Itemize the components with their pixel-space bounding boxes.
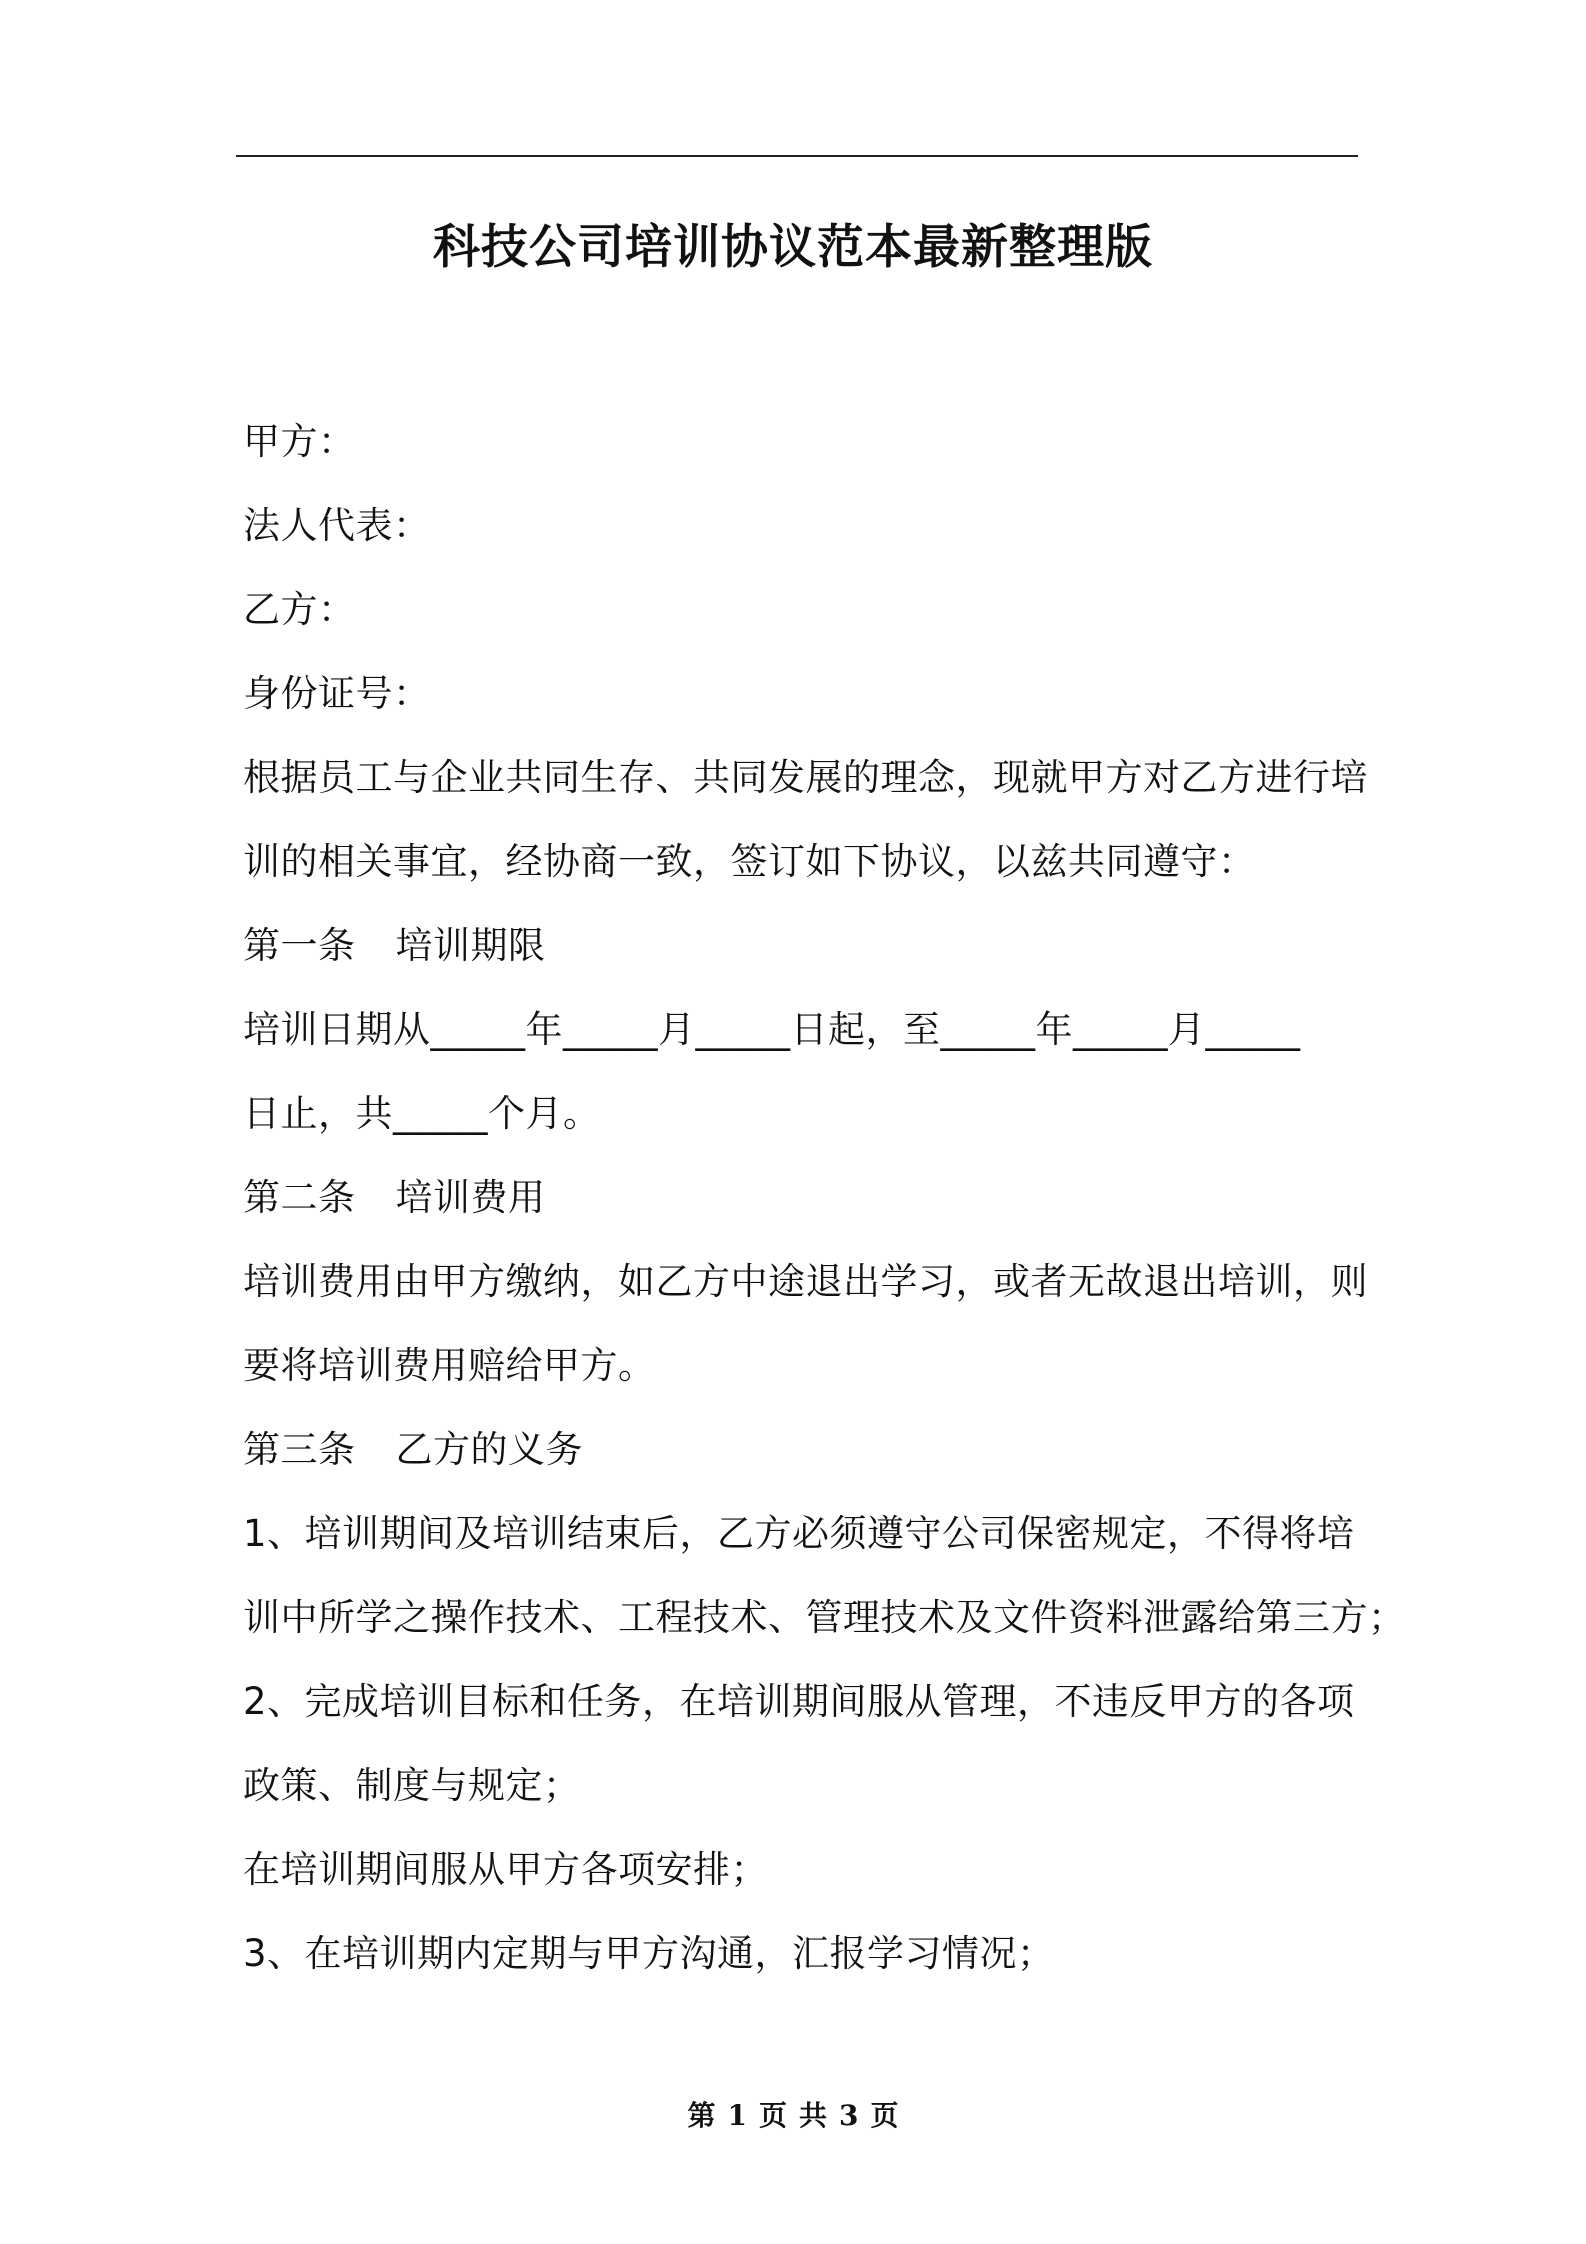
- document-body: [243, 400, 1406, 1996]
- page-label: 第: [687, 2099, 716, 2132]
- article-1-heading: [243, 904, 1358, 988]
- article-number: 第三条: [243, 1428, 356, 1471]
- article-1-text: 培训日期从_____年_____月_____日起，至_____年_____月_____: [243, 1008, 1301, 1051]
- obligation-item-1: 训中所学之操作技术、工程技术、管理技术及文件资料泄露给第三方；: [243, 1596, 1406, 1639]
- article-2-text: 要将培训费用赔给甲方。: [243, 1344, 656, 1387]
- article-title: 培训期限: [395, 924, 546, 967]
- page-footer: [0, 2094, 1586, 2138]
- obligation-item-2: 政策、制度与规定；: [243, 1764, 581, 1807]
- article-title: 乙方的义务: [395, 1428, 583, 1471]
- total-unit: 页: [870, 2099, 899, 2132]
- obligation-item-2: 在培训期间服从甲方各项安排；: [243, 1848, 768, 1891]
- article-3-heading: [243, 1408, 1358, 1492]
- article-number: 第一条: [243, 924, 356, 967]
- id-number-line: 身份证号：: [243, 672, 431, 715]
- header-rule: [236, 155, 1358, 157]
- page-number: 1: [727, 2099, 747, 2132]
- article-number: 第二条: [243, 1176, 356, 1219]
- total-pages: 3: [839, 2099, 859, 2132]
- document-title: 科技公司培训协议范本最新整理版: [433, 220, 1153, 275]
- party-b-line: 乙方：: [243, 588, 356, 631]
- page-unit: 页: [758, 2099, 787, 2132]
- legal-rep-line: 法人代表：: [243, 504, 431, 547]
- obligation-item-3: 3、在培训期内定期与甲方沟通，汇报学习情况；: [243, 1932, 1055, 1975]
- obligation-item-1: 1、培训期间及培训结束后，乙方必须遵守公司保密规定，不得将培: [243, 1512, 1355, 1555]
- obligation-item-2: 2、完成培训目标和任务，在培训期间服从管理，不违反甲方的各项: [243, 1680, 1355, 1723]
- intro-paragraph-line: 训的相关事宜，经协商一致，签订如下协议，以兹共同遵守：: [243, 840, 1256, 883]
- party-a-line: 甲方：: [243, 420, 356, 463]
- intro-paragraph-line: 根据员工与企业共同生存、共同发展的理念，现就甲方对乙方进行培: [243, 756, 1368, 799]
- article-2-heading: [243, 1156, 1358, 1240]
- article-title: 培训费用: [395, 1176, 546, 1219]
- total-label: 共: [799, 2099, 828, 2132]
- article-2-text: 培训费用由甲方缴纳，如乙方中途退出学习，或者无故退出培训，则: [243, 1260, 1368, 1303]
- article-1-text: 日止，共_____个月。: [243, 1092, 601, 1135]
